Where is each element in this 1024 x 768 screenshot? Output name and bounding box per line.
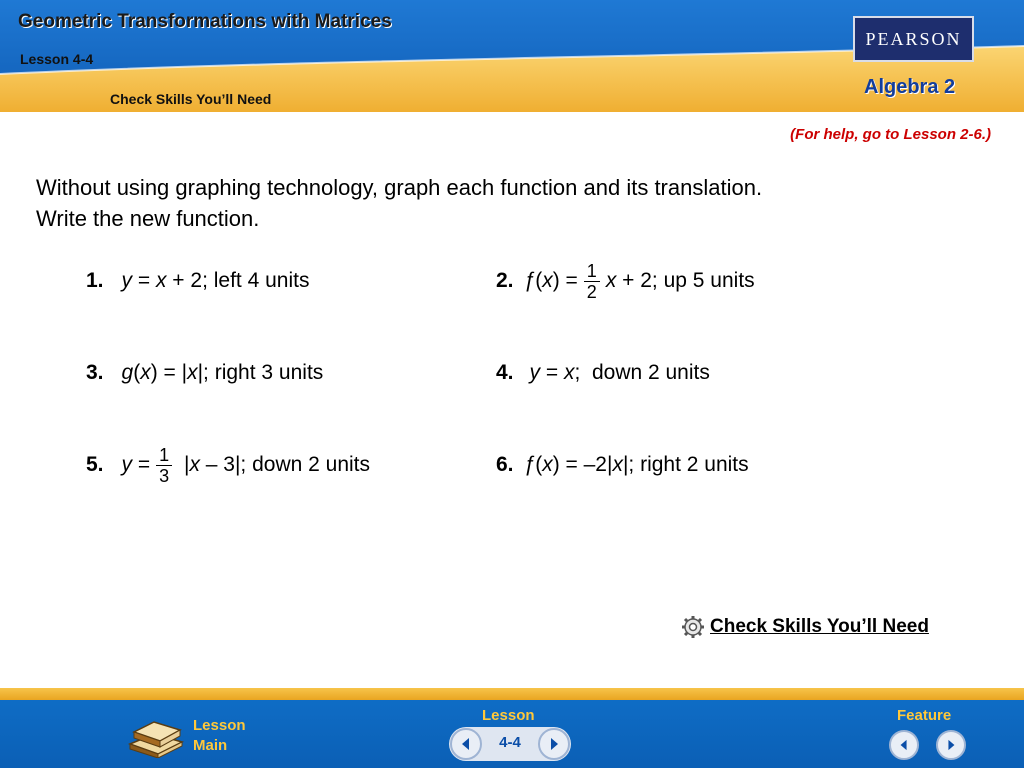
instructions: [36, 172, 762, 234]
problem-number: 4.: [496, 361, 514, 384]
arrow-right-icon: [945, 739, 957, 751]
lesson-next-button[interactable]: [538, 728, 570, 760]
fraction-numerator: 1: [584, 261, 600, 282]
help-text: (For help, go to Lesson 2-6.): [790, 126, 991, 143]
fraction-denominator: 2: [586, 281, 597, 302]
problem-text: – 3|; down 2 units: [199, 453, 370, 476]
lesson-number: 4-4: [499, 734, 521, 751]
section-label: Check Skills You’ll Need: [110, 91, 272, 107]
problem-var: x: [155, 269, 167, 292]
lesson-main-label-1[interactable]: Lesson: [193, 717, 246, 734]
problem-text: |; right 2 units: [622, 453, 749, 476]
check-skills-link[interactable]: [680, 614, 929, 640]
problem-number: 5.: [86, 453, 104, 476]
arrow-right-icon: [547, 737, 561, 751]
gear-icon: [680, 614, 706, 640]
problem-number: 3.: [86, 361, 104, 384]
problem-number: 6.: [496, 453, 514, 476]
problem-text: |; right 3 units: [197, 361, 324, 384]
fraction: [156, 445, 172, 486]
problem-var: x: [612, 453, 623, 476]
fraction: [584, 261, 600, 302]
problem-var: y: [121, 269, 133, 292]
problem-5: 5. y = $\frac{1}{3}$ | x – 3|; down 2 units: [86, 444, 370, 486]
footer-stripe: [0, 688, 1024, 700]
problem-6: 6. ƒ ( x ) = –2| x |; right 2 units: [496, 453, 749, 476]
problem-arg: x: [542, 269, 553, 292]
fraction-numerator: 1: [156, 445, 172, 466]
problem-var: x: [605, 269, 617, 292]
lesson-prev-button[interactable]: [450, 728, 482, 760]
problem-4: 4. y = x ; down 2 units: [496, 361, 710, 384]
feature-nav-label: Feature: [897, 707, 952, 724]
problem-func: ƒ: [523, 453, 536, 476]
problem-number: 1.: [86, 269, 104, 292]
problem-text: + 2; left 4 units: [166, 269, 310, 292]
header-title: Geometric Transformations with Matrices: [18, 11, 392, 32]
header-banner: [0, 0, 1024, 120]
fraction-denominator: 3: [159, 465, 170, 486]
books-icon[interactable]: [126, 714, 186, 758]
instructions-line-2: Write the new function.: [36, 206, 260, 231]
problem-var: x: [187, 361, 198, 384]
problem-number: 2.: [496, 269, 514, 292]
problem-func: g: [121, 361, 134, 384]
lesson-main-link[interactable]: [193, 716, 246, 756]
problem-arg: x: [140, 361, 151, 384]
problem-func: ƒ: [523, 269, 536, 292]
arrow-left-icon: [459, 737, 473, 751]
problem-2: 2. ƒ ( x ) = $\frac{1}{2}$ x + 2; up 5 units: [496, 260, 755, 302]
problem-equals: =: [132, 269, 156, 292]
feature-next-button[interactable]: [936, 730, 966, 760]
problem-var: y: [529, 361, 541, 384]
problem-3: 3. g ( x ) = | x |; right 3 units: [86, 361, 324, 384]
arrow-left-icon: [898, 739, 910, 751]
problem-text: + 2; up 5 units: [616, 269, 755, 292]
course-label: Algebra 2: [864, 76, 956, 98]
check-skills-link-label[interactable]: Check Skills You’ll Need: [710, 616, 929, 637]
problem-arg: x: [542, 453, 553, 476]
feature-prev-button[interactable]: [889, 730, 919, 760]
lesson-main-label-2[interactable]: Main: [193, 737, 228, 754]
problem-1: [86, 266, 309, 296]
pearson-logo: PEARSON: [853, 16, 974, 62]
problem-var: x: [563, 361, 575, 384]
lesson-nav-label: Lesson: [482, 707, 535, 724]
problem-var: x: [189, 453, 200, 476]
lesson-label: Lesson 4-4: [20, 51, 94, 67]
instructions-line-1: Without using graphing technology, graph each function and its translation.: [36, 175, 763, 200]
problem-var: y: [121, 453, 133, 476]
problem-text: ; down 2 units: [574, 361, 710, 384]
